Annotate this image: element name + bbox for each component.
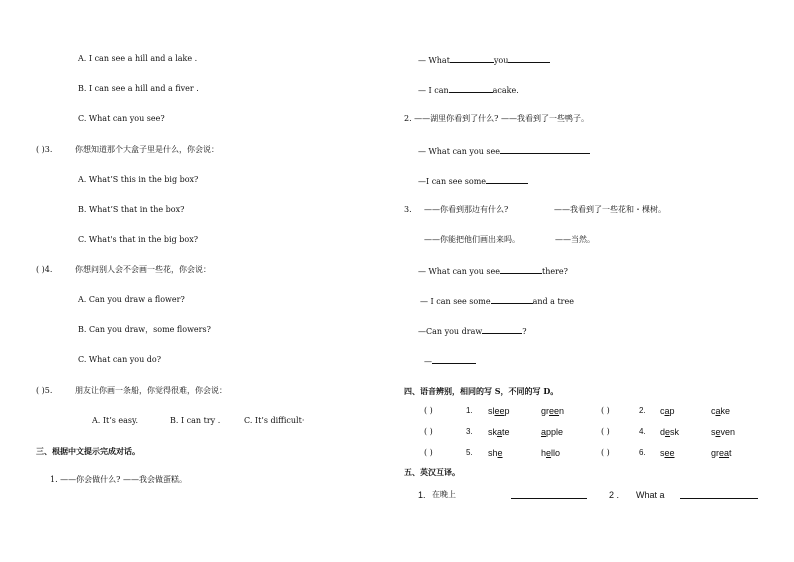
dialog3-number: 3. bbox=[404, 205, 412, 214]
underlined-letters: ea bbox=[719, 448, 730, 458]
dialog1-line1 bbox=[418, 54, 550, 66]
phonics-answer-paren[interactable]: ( ) bbox=[424, 427, 433, 436]
phonics-item-number: 5. bbox=[466, 448, 473, 457]
q4-option-c: C. What can you do? bbox=[78, 355, 162, 364]
q4-option-a: A. Can you draw a flower? bbox=[78, 295, 185, 304]
phonics-answer-paren[interactable]: ( ) bbox=[424, 406, 433, 415]
dialog3-line4 bbox=[424, 355, 476, 367]
q4-option-b: B. Can you draw，some flowers? bbox=[78, 325, 211, 334]
answer-blank[interactable] bbox=[511, 490, 587, 499]
q2-option-c: C. What can you see? bbox=[78, 114, 165, 123]
phonics-word-2: apple bbox=[541, 427, 564, 437]
phonics-word-1: sleep bbox=[488, 406, 510, 416]
translate-item-1-text: 在晚上 bbox=[432, 490, 456, 499]
underlined-letters: a bbox=[497, 427, 503, 437]
section5-title: 五、英汉互译。 bbox=[404, 467, 460, 477]
dialog3-line3-start: —Can you draw bbox=[418, 327, 483, 336]
dialog3-answer2: ——当然。 bbox=[555, 235, 595, 244]
underlined-letters: a bbox=[664, 406, 670, 416]
phonics-word-1: skate bbox=[488, 427, 510, 437]
dialog1-prompt: 1. ——你会做什么? ——我会做蛋糕。 bbox=[50, 475, 188, 484]
dialog3-line2-start: — I can see some bbox=[420, 297, 491, 306]
section3-title: 三、根据中文提示完成对话。 bbox=[36, 446, 140, 456]
underlined-letters: ee bbox=[494, 406, 505, 416]
phonics-word-2: green bbox=[541, 406, 565, 416]
answer-blank[interactable] bbox=[491, 295, 533, 304]
q3-option-c: C. What's that in the big box? bbox=[78, 235, 199, 244]
phonics-word-2: cake bbox=[711, 406, 731, 416]
phonics-item-number: 6. bbox=[639, 448, 646, 457]
phonics-item-number: 2. bbox=[639, 406, 646, 415]
q4-answer-paren[interactable]: ( )4. bbox=[36, 265, 53, 274]
answer-blank[interactable] bbox=[449, 84, 493, 93]
answer-blank[interactable] bbox=[680, 490, 758, 499]
dialog2-prompt: 2. ——湖里你看到了什么? ——我看到了一些鸭子。 bbox=[404, 114, 590, 123]
answer-blank[interactable] bbox=[486, 175, 528, 184]
phonics-word-1: cap bbox=[660, 406, 675, 416]
translate-item-2-text: What a bbox=[636, 490, 665, 500]
dialog3-line2 bbox=[420, 295, 574, 307]
dialog3-line3-end: ? bbox=[522, 327, 527, 336]
translate-item-2-blank[interactable] bbox=[680, 490, 758, 502]
q5-answer-paren[interactable]: ( )5. bbox=[36, 386, 53, 395]
underlined-letters: e bbox=[546, 448, 552, 458]
q3-stem: 你想知道那个大盒子里是什么，你会说： bbox=[75, 145, 219, 154]
phonics-word-2: seven bbox=[711, 427, 736, 437]
underlined-letters: a bbox=[541, 427, 547, 437]
phonics-word-2: great bbox=[711, 448, 732, 458]
phonics-word-1: she bbox=[488, 448, 503, 458]
underlined-letters: ee bbox=[664, 448, 675, 458]
q3-option-a: A. What’S this in the big box? bbox=[78, 175, 199, 184]
section4-title: 四、语音辨别，相同的写 S，不同的写 D。 bbox=[404, 386, 559, 396]
translate-item-2-number: 2 . bbox=[609, 490, 620, 500]
underlined-letters: ee bbox=[549, 406, 560, 416]
dialog3-line4-start: — bbox=[424, 357, 432, 366]
dialog3-line1 bbox=[418, 265, 568, 277]
phonics-item-number: 1. bbox=[466, 406, 473, 415]
dialog3-question: ——你看到那边有什么? bbox=[424, 205, 509, 214]
translate-item-1-blank[interactable] bbox=[511, 490, 587, 502]
dialog1-line2-start: — I can bbox=[418, 86, 449, 95]
dialog3-line2-end: and a tree bbox=[532, 297, 574, 306]
phonics-item-number: 4. bbox=[639, 427, 646, 436]
dialog1-line2-end: acake. bbox=[492, 86, 519, 95]
phonics-word-1: desk bbox=[660, 427, 680, 437]
answer-blank[interactable] bbox=[508, 54, 550, 63]
answer-blank[interactable] bbox=[500, 265, 542, 274]
phonics-word-2: hello bbox=[541, 448, 561, 458]
dialog3-line3 bbox=[418, 325, 526, 337]
q4-stem: 你想问别人会不会画一些花，你会说： bbox=[75, 265, 211, 274]
underlined-letters: e bbox=[715, 427, 721, 437]
dialog1-line1-you: you bbox=[493, 56, 509, 65]
dialog3-line1-start: — What can you see bbox=[418, 267, 500, 276]
dialog3-question2: ——你能把他们画出来吗。 bbox=[424, 235, 520, 244]
underlined-letters: a bbox=[715, 406, 721, 416]
underlined-letters: e bbox=[497, 448, 503, 458]
q5-option-a: A. It’s easy. bbox=[92, 416, 139, 425]
dialog2-line2-text: —I can see some bbox=[418, 177, 487, 186]
dialog1-line1-start: — What bbox=[418, 56, 450, 65]
dialog2-line2 bbox=[418, 175, 528, 187]
dialog1-line2 bbox=[418, 84, 519, 96]
q5-stem: 朋友让你画一条船，你觉得很难，你会说： bbox=[75, 386, 227, 395]
dialog2-line1 bbox=[418, 145, 590, 157]
q2-option-b: B. I can see a hill and a fiver . bbox=[78, 84, 199, 93]
dialog3-line1-end: there? bbox=[542, 267, 568, 276]
q5-option-c: C. It’s difficult· bbox=[244, 416, 305, 425]
dialog2-line1-text: — What can you see bbox=[418, 147, 500, 156]
phonics-answer-paren[interactable]: ( ) bbox=[601, 448, 610, 457]
q2-option-a: A. I can see a hill and a lake . bbox=[78, 54, 198, 63]
q3-answer-paren[interactable]: ( )3. bbox=[36, 145, 53, 154]
phonics-answer-paren[interactable]: ( ) bbox=[424, 448, 433, 457]
q5-option-b: B. I can try . bbox=[170, 416, 221, 425]
phonics-item-number: 3. bbox=[466, 427, 473, 436]
answer-blank[interactable] bbox=[482, 325, 522, 334]
phonics-answer-paren[interactable]: ( ) bbox=[601, 427, 610, 436]
phonics-answer-paren[interactable]: ( ) bbox=[601, 406, 610, 415]
underlined-letters: e bbox=[665, 427, 671, 437]
q3-option-b: B. What’S that in the box? bbox=[78, 205, 185, 214]
answer-blank[interactable] bbox=[450, 54, 494, 63]
dialog3-answer: ——我看到了一些花和・棵树。 bbox=[554, 205, 666, 214]
answer-blank[interactable] bbox=[432, 355, 476, 364]
phonics-word-1: see bbox=[660, 448, 675, 458]
translate-item-1-number: 1. bbox=[418, 490, 426, 500]
answer-blank[interactable] bbox=[500, 145, 590, 154]
